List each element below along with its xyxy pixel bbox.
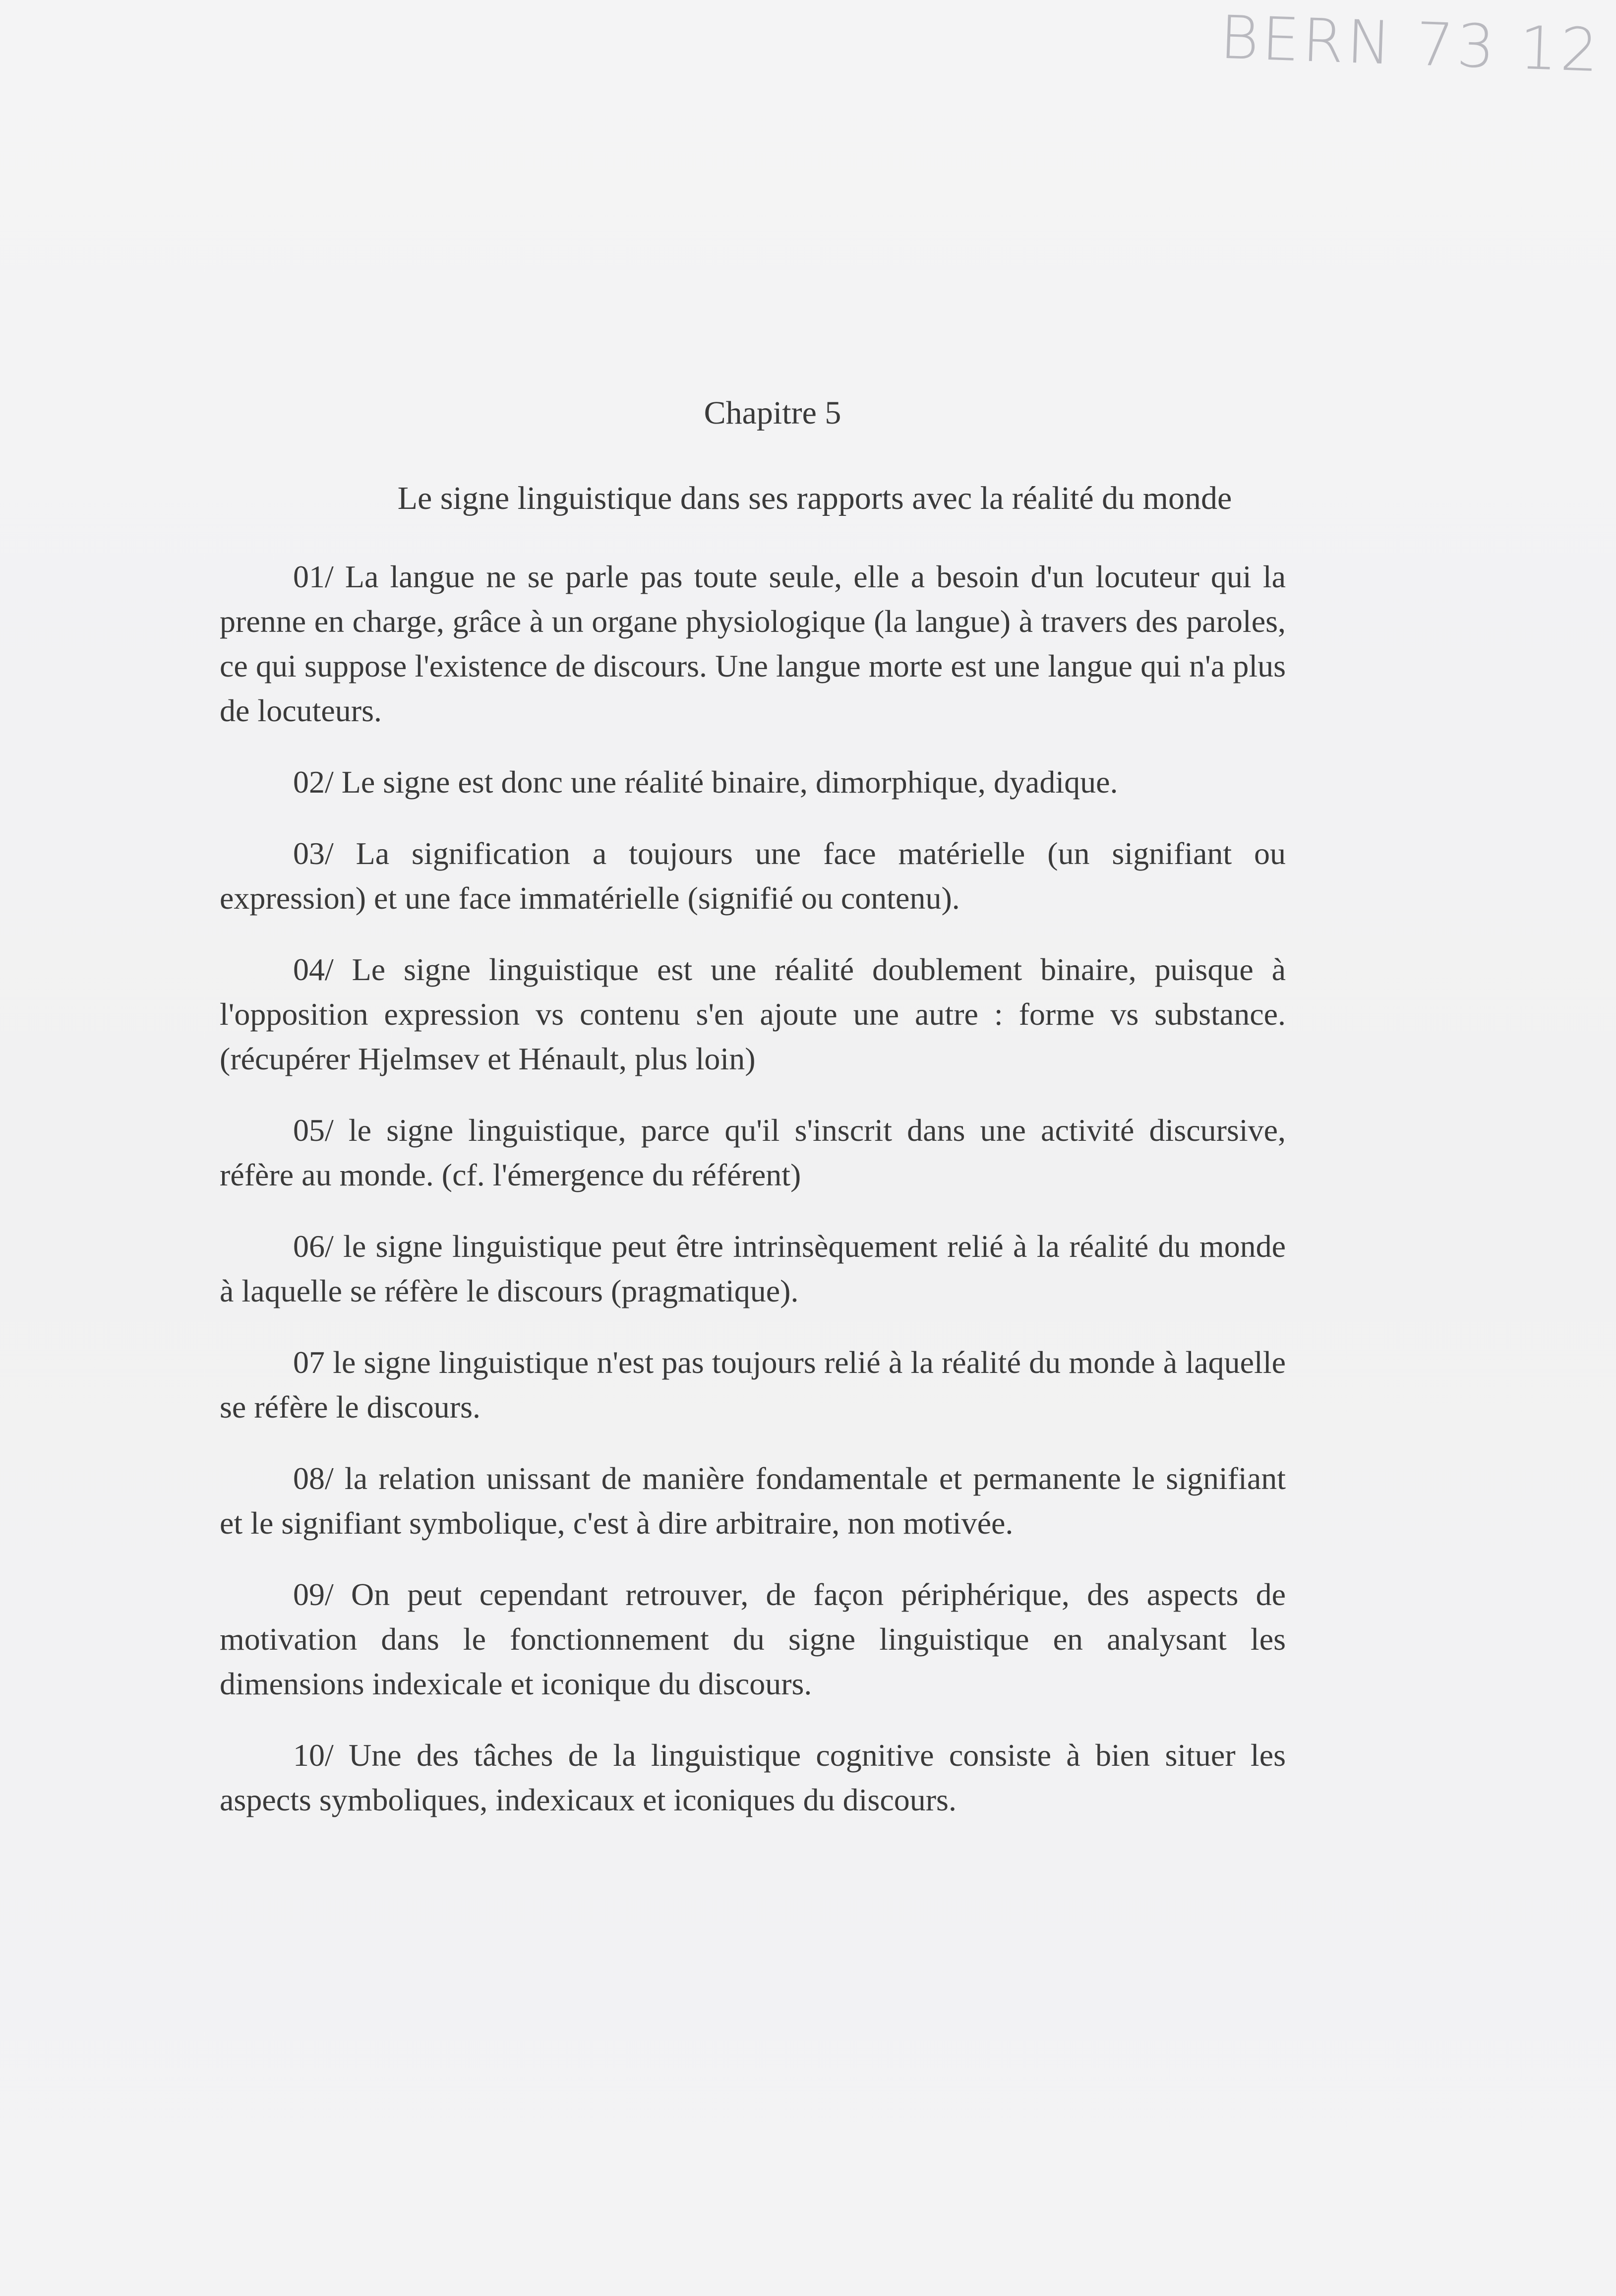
paragraph-05: 05/ le signe linguistique, parce qu'il s'inscrit dans une activité discursive, réfère au monde. (cf. l'émergence du référent) (220, 1112, 1286, 1192)
paragraph-10: 10/ Une des tâches de la linguistique cognitive consiste à bien situer les aspects symboliques, indexicaux et iconiques du discours. (220, 1737, 1286, 1817)
paragraph-02: 02/ Le signe est donc une réalité binaire, dimorphique, dyadique. (293, 764, 1118, 800)
chapter-title: Chapitre 5 (704, 395, 841, 431)
paragraph-04: 04/ Le signe linguistique est une réalité doublement binaire, puisque à l'opposition expression vs contenu s'en ajoute une autre : forme vs substance. (récupérer Hjelmsev et Hénault, plus loin) (220, 951, 1286, 1076)
chapter-subtitle: Le signe linguistique dans ses rapports avec la réalité du monde (397, 480, 1232, 516)
paragraph-07: 07 le signe linguistique n'est pas toujours relié à la réalité du monde à laquelle se réfère le discours. (220, 1344, 1286, 1425)
paragraph-08: 08/ la relation unissant de manière fondamentale et permanente le signifiant et le signifiant symbolique, c'est à dire arbitraire, non motivée. (220, 1460, 1286, 1541)
paragraph-01: 01/ La langue ne se parle pas toute seule, elle a besoin d'un locuteur qui la prenne en charge, grâce à un organe physiologique (la langue) à travers des paroles, ce qui suppose l'existence de discours. Une langue morte est une langue qui n'a plus de locuteurs. (220, 558, 1286, 728)
paragraph-06: 06/ le signe linguistique peut être intrinsèquement relié à la réalité du monde à laquelle se réfère le discours (pragmatique). (220, 1228, 1286, 1308)
archive-handwritten-mark: BERN 73 12 (1218, 3, 1603, 86)
paragraph-09: 09/ On peut cependant retrouver, de façon périphérique, des aspects de motivation dans le fonctionnement du signe linguistique en analysant les dimensions indexicale et iconique du discours. (220, 1576, 1286, 1701)
document-body (220, 392, 1286, 1849)
paragraph-03: 03/ La signification a toujours une face matérielle (un signifiant ou expression) et une face immatérielle (signifié ou contenu). (220, 835, 1286, 916)
